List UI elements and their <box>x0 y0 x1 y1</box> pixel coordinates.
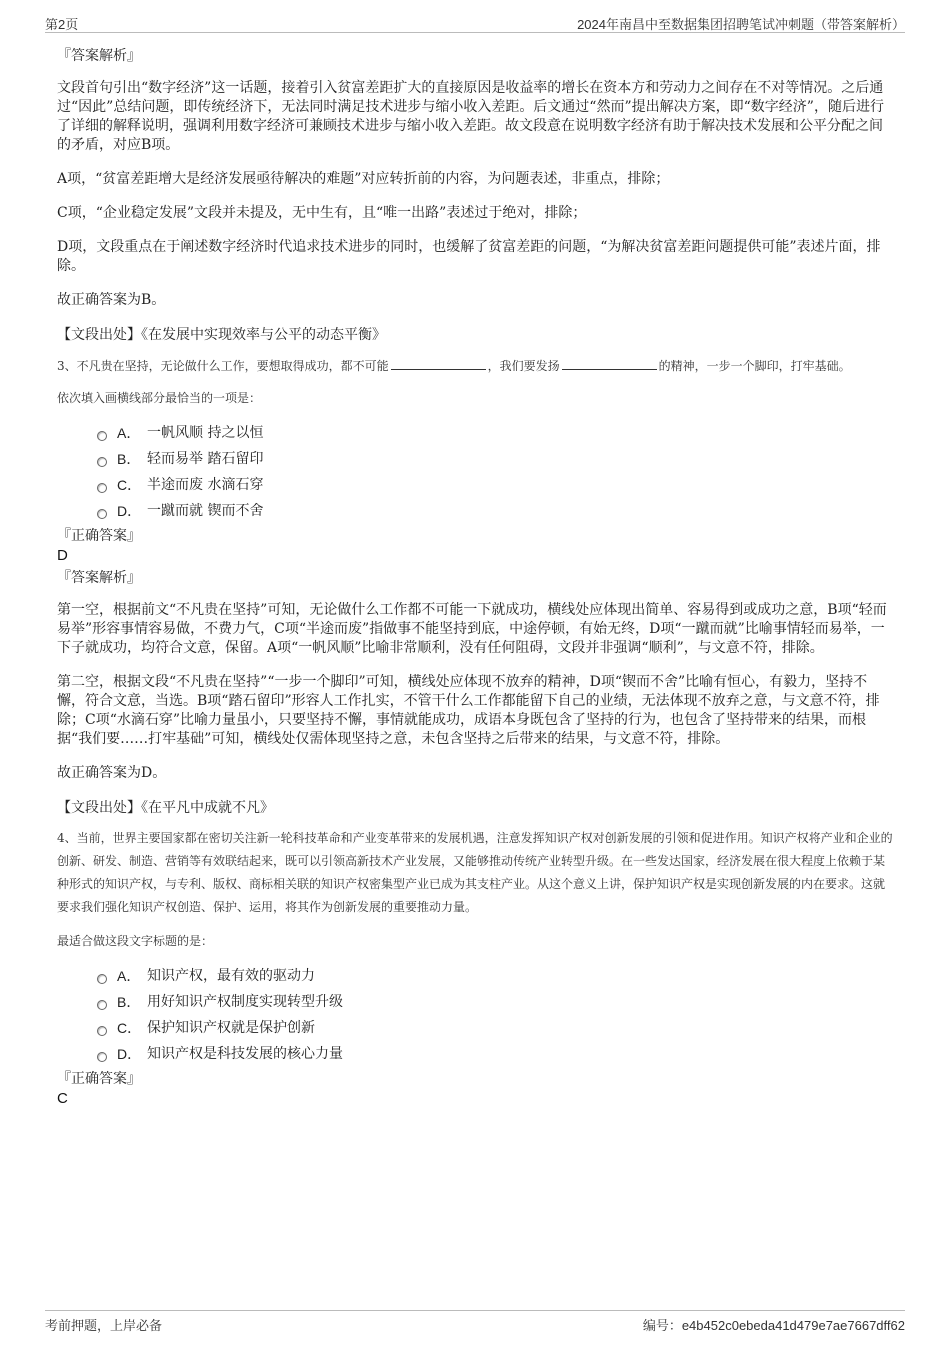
radio-icon[interactable] <box>97 1052 107 1062</box>
conclusion: 故正确答案为D。 <box>57 765 167 781</box>
option-a[interactable]: A． 一帆风顺 持之以恒 <box>97 420 895 446</box>
options-list <box>97 963 895 1067</box>
correct-answer: C <box>57 1090 68 1107</box>
document-title: 2024年南昌中至数据集团招聘笔试冲刺题（带答案解析） <box>577 17 905 32</box>
analysis-paragraph: 第二空，根据文段“不凡贵在坚持”“一步一个脚印”可知，横线处应体现不放弃的精神，D项“锲而不舍”比喻有恒心，有毅力，坚持不懈，符合文意，当选。B项“踏石留印”形容人工作扎实，不管干什么工作都能留下自己的业绩，无法体现不放弃之意，与文意不符，排除；C项“水滴石穿”比喻力量虽小，只要坚持不懈，事情就能成功，成语本身既包含了坚持的行为，也包含了坚持带来的结果，而根据“我们要……打牢基础”可知，横线处仅需体现坚持之意，未包含坚持之后带来的结果，与文意不符，排除。 <box>57 674 880 747</box>
conclusion: 故正确答案为B。 <box>57 292 166 308</box>
option-b[interactable]: B． 用好知识产权制度实现转型升级 <box>97 989 895 1015</box>
radio-icon[interactable] <box>97 509 107 519</box>
analysis-label: 『答案解析』 <box>57 48 141 64</box>
option-d[interactable]: D． 一蹴而就 锲而不舍 <box>97 498 895 524</box>
analysis-paragraph: D项，文段重点在于阐述数字经济时代追求技术进步的同时，也缓解了贫富差距的问题，“为解决贫富差距问题提供可能”表述片面，排除。 <box>57 239 881 274</box>
page-footer <box>45 1310 905 1335</box>
option-b[interactable]: B． 轻而易举 踏石留印 <box>97 446 895 472</box>
question-instruction: 最适合做这段文字标题的是： <box>57 934 214 948</box>
radio-icon[interactable] <box>97 974 107 984</box>
document-code: 编号：e4b452c0ebeda41d479e7ae7667dff62 <box>642 1318 905 1333</box>
footer-slogan: 考前押题，上岸必备 <box>45 1318 163 1333</box>
stem-text: ，我们要发扬 <box>487 359 560 373</box>
question-instruction: 依次填入画横线部分最恰当的一项是： <box>57 391 262 405</box>
stem-text: 3、不凡贵在坚持，无论做什么工作，要想取得成功，都不可能 <box>57 359 389 373</box>
document-body <box>57 46 895 1109</box>
analysis-paragraph: 文段首句引出“数字经济”这一话题，接着引入贫富差距扩大的直接原因是收益率的增长在资本方和劳动力之间存在不对等情况。之后通过“因此”总结问题，即传统经济下，无法同时满足技术进步与缩小收入差距。后文通过“然而”提出解决方案，即“数字经济”，随后进行了详细的解释说明，强调利用数字经济可兼顾技术进步与缩小收入差距。故文段意在说明数字经济有助于解决技术发展和公平分配之间的矛盾，对应B项。 <box>57 80 884 153</box>
option-d[interactable]: D． 知识产权是科技发展的核心力量 <box>97 1041 895 1067</box>
radio-icon[interactable] <box>97 1026 107 1036</box>
option-a[interactable]: A． 知识产权，最有效的驱动力 <box>97 963 895 989</box>
option-c[interactable]: C． 保护知识产权就是保护创新 <box>97 1015 895 1041</box>
correct-answer: D <box>57 547 68 564</box>
radio-icon[interactable] <box>97 483 107 493</box>
analysis-paragraph: 第一空，根据前文“不凡贵在坚持”可知，无论做什么工作都不可能一下就成功，横线处应体现出简单、容易得到或成功之意，B项“轻而易举”形容事情容易做，不费力气，C项“半途而废”指做事不能坚持到底，中途停顿，有始无终，D项“一蹴而就”比喻事情轻而易举，一下子就成功，均符合文意，保留。A项“一帆风顺”比喻非常顺利，没有任何阻碍，文段并非强调“顺利”，与文意不符，排除。 <box>57 602 887 656</box>
page-header <box>45 14 905 33</box>
options-list <box>97 420 895 524</box>
option-c[interactable]: C． 半途而废 水滴石穿 <box>97 472 895 498</box>
source: 【文段出处】《在发展中实现效率与公平的动态平衡》 <box>57 327 386 343</box>
answer-blank <box>562 357 657 370</box>
analysis-label: 『答案解析』 <box>57 570 141 586</box>
radio-icon[interactable] <box>97 1000 107 1010</box>
answer-label: 『正确答案』 <box>57 1071 141 1087</box>
answer-blank <box>391 357 486 370</box>
page-number: 第2页 <box>45 17 79 32</box>
stem-text: 的精神，一步一个脚印，打牢基础。 <box>658 359 851 373</box>
answer-label: 『正确答案』 <box>57 528 141 544</box>
analysis-paragraph: C项，“企业稳定发展”文段并未提及，无中生有，且“唯一出路”表述过于绝对，排除； <box>57 205 587 221</box>
analysis-paragraph: A项，“贫富差距增大是经济发展亟待解决的难题”对应转折前的内容，为问题表述，非重点，排除； <box>57 171 670 187</box>
radio-icon[interactable] <box>97 431 107 441</box>
source: 【文段出处】《在平凡中成就不凡》 <box>57 800 274 816</box>
question-4-stem: 4、当前，世界主要国家都在密切关注新一轮科技革命和产业变革带来的发展机遇，注意发挥知识产权对创新发展的引领和促进作用。知识产权将产业和企业的创新、研发、制造、营销等有效联结起来，既可以引领高新技术产业发展，又能够推动传统产业转型升级。在一些发达国家，经济发展在很大程度上依赖于某种形式的知识产权，与专利、版权、商标相关联的知识产权密集型产业已成为其支柱产业。从这个意义上讲，保护知识产权是实现创新发展的内在要求。这就要求我们强化知识产权创造、保护、运用，将其作为创新发展的重要推动力量。 <box>57 831 893 914</box>
question-3-stem <box>57 357 895 376</box>
radio-icon[interactable] <box>97 457 107 467</box>
